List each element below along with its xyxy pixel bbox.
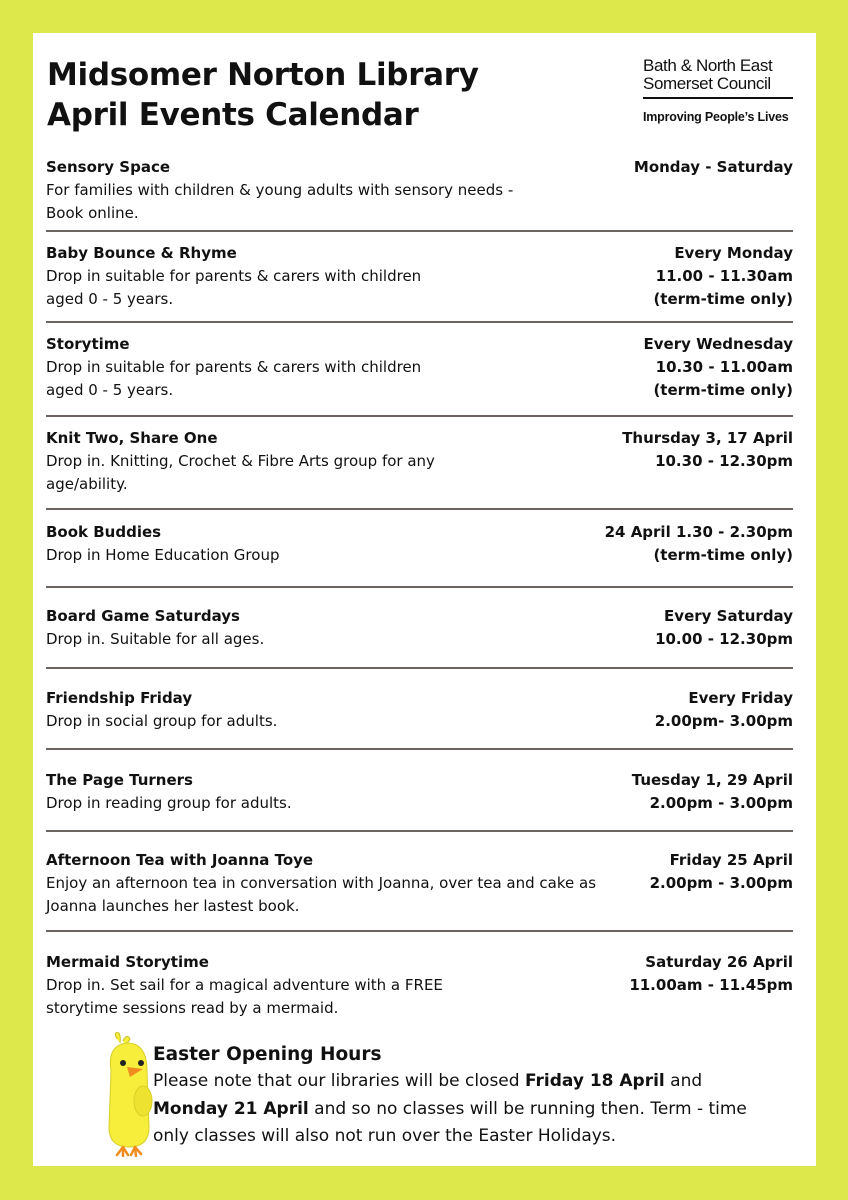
- divider: [46, 321, 793, 323]
- event-schedule: Friday 25 April 2.00pm - 3.00pm: [649, 851, 793, 892]
- event-schedule: Every Wednesday 10.30 - 11.00am (term-time only): [643, 335, 793, 399]
- page-title: [47, 55, 479, 135]
- logo-rule: [643, 97, 793, 99]
- divider: [46, 230, 793, 232]
- divider: [46, 415, 793, 417]
- event-description: Drop in. Set sail for a magical adventure with a FREE storytime sessions read by a mermaid.: [46, 976, 443, 1017]
- divider: [46, 748, 793, 750]
- event-sensory-space: [46, 156, 793, 225]
- event-description: Drop in social group for adults.: [46, 712, 278, 730]
- event-name: Storytime: [46, 335, 130, 353]
- council-logo: [643, 57, 793, 124]
- easter-text-2: and: [664, 1071, 703, 1091]
- logo-line-2: Somerset Council: [643, 74, 771, 93]
- event-schedule: Every Monday 11.00 - 11.30am (term-time only): [653, 244, 793, 308]
- easter-title: Easter Opening Hours: [153, 1044, 382, 1065]
- event-schedule: 24 April 1.30 - 2.30pm (term-time only): [604, 523, 793, 564]
- event-mermaid-storytime: [46, 951, 793, 1020]
- event-description: Drop in Home Education Group: [46, 546, 280, 564]
- logo-line-1: Bath & North East: [643, 56, 773, 75]
- chick-icon: [103, 1031, 155, 1157]
- event-description: Enjoy an afternoon tea in conversation with Joanna, over tea and cake as Joanna launches her lastest book.: [46, 874, 597, 915]
- event-schedule: Thursday 3, 17 April 10.30 - 12.30pm: [622, 429, 793, 470]
- event-name: Knit Two, Share One: [46, 429, 218, 447]
- event-name: Baby Bounce & Rhyme: [46, 244, 237, 262]
- closure-date-1: Friday 18 April: [524, 1071, 665, 1091]
- easter-text-3: and so no classes will be running then. Term - time only classes will also not run over the Easter Holidays.: [153, 1098, 747, 1146]
- event-description: Drop in suitable for parents & carers with children aged 0 - 5 years.: [46, 358, 422, 399]
- easter-notice: [153, 1068, 753, 1151]
- event-description: Drop in reading group for adults.: [46, 794, 292, 812]
- event-name: Sensory Space: [46, 158, 171, 176]
- events-poster: [33, 33, 816, 1166]
- event-afternoon-tea: [46, 849, 793, 918]
- easter-text-1: Please note that our libraries will be closed: [153, 1071, 525, 1091]
- event-description: Drop in. Suitable for all ages.: [46, 630, 265, 648]
- event-knit-two-share-one: [46, 427, 793, 496]
- event-schedule: Every Friday 2.00pm- 3.00pm: [654, 689, 793, 730]
- logo-tagline: Improving People’s Lives: [643, 110, 789, 124]
- easter-opening-hours: [153, 1042, 753, 1151]
- event-schedule: Tuesday 1, 29 April 2.00pm - 3.00pm: [631, 771, 793, 812]
- title-line-1: Midsomer Norton Library: [47, 57, 479, 93]
- event-name: Board Game Saturdays: [46, 607, 240, 625]
- event-schedule: Every Saturday 10.00 - 12.30pm: [655, 607, 793, 648]
- event-baby-bounce-rhyme: [46, 242, 793, 311]
- divider: [46, 586, 793, 588]
- divider: [46, 667, 793, 669]
- event-page-turners: [46, 769, 793, 815]
- event-storytime: [46, 333, 793, 402]
- divider: [46, 930, 793, 932]
- event-name: The Page Turners: [46, 771, 193, 789]
- event-board-game-saturdays: [46, 605, 793, 651]
- event-book-buddies: [46, 521, 793, 567]
- divider: [46, 830, 793, 832]
- divider: [46, 508, 793, 510]
- event-description: Drop in suitable for parents & carers with children aged 0 - 5 years.: [46, 267, 422, 308]
- event-name: Mermaid Storytime: [46, 953, 209, 971]
- closure-date-2: Monday 21 April: [153, 1098, 309, 1119]
- event-name: Afternoon Tea with Joanna Toye: [46, 851, 314, 869]
- event-name: Book Buddies: [46, 523, 162, 541]
- event-schedule: Monday - Saturday: [633, 158, 793, 176]
- event-name: Friendship Friday: [46, 689, 193, 707]
- event-schedule: Saturday 26 April 11.00am - 11.45pm: [629, 953, 793, 994]
- event-friendship-friday: [46, 687, 793, 733]
- event-description: Drop in. Knitting, Crochet & Fibre Arts group for any age/ability.: [46, 452, 435, 493]
- event-description: For families with children & young adults with sensory needs - Book online.: [46, 181, 514, 222]
- title-line-2: April Events Calendar: [47, 97, 419, 133]
